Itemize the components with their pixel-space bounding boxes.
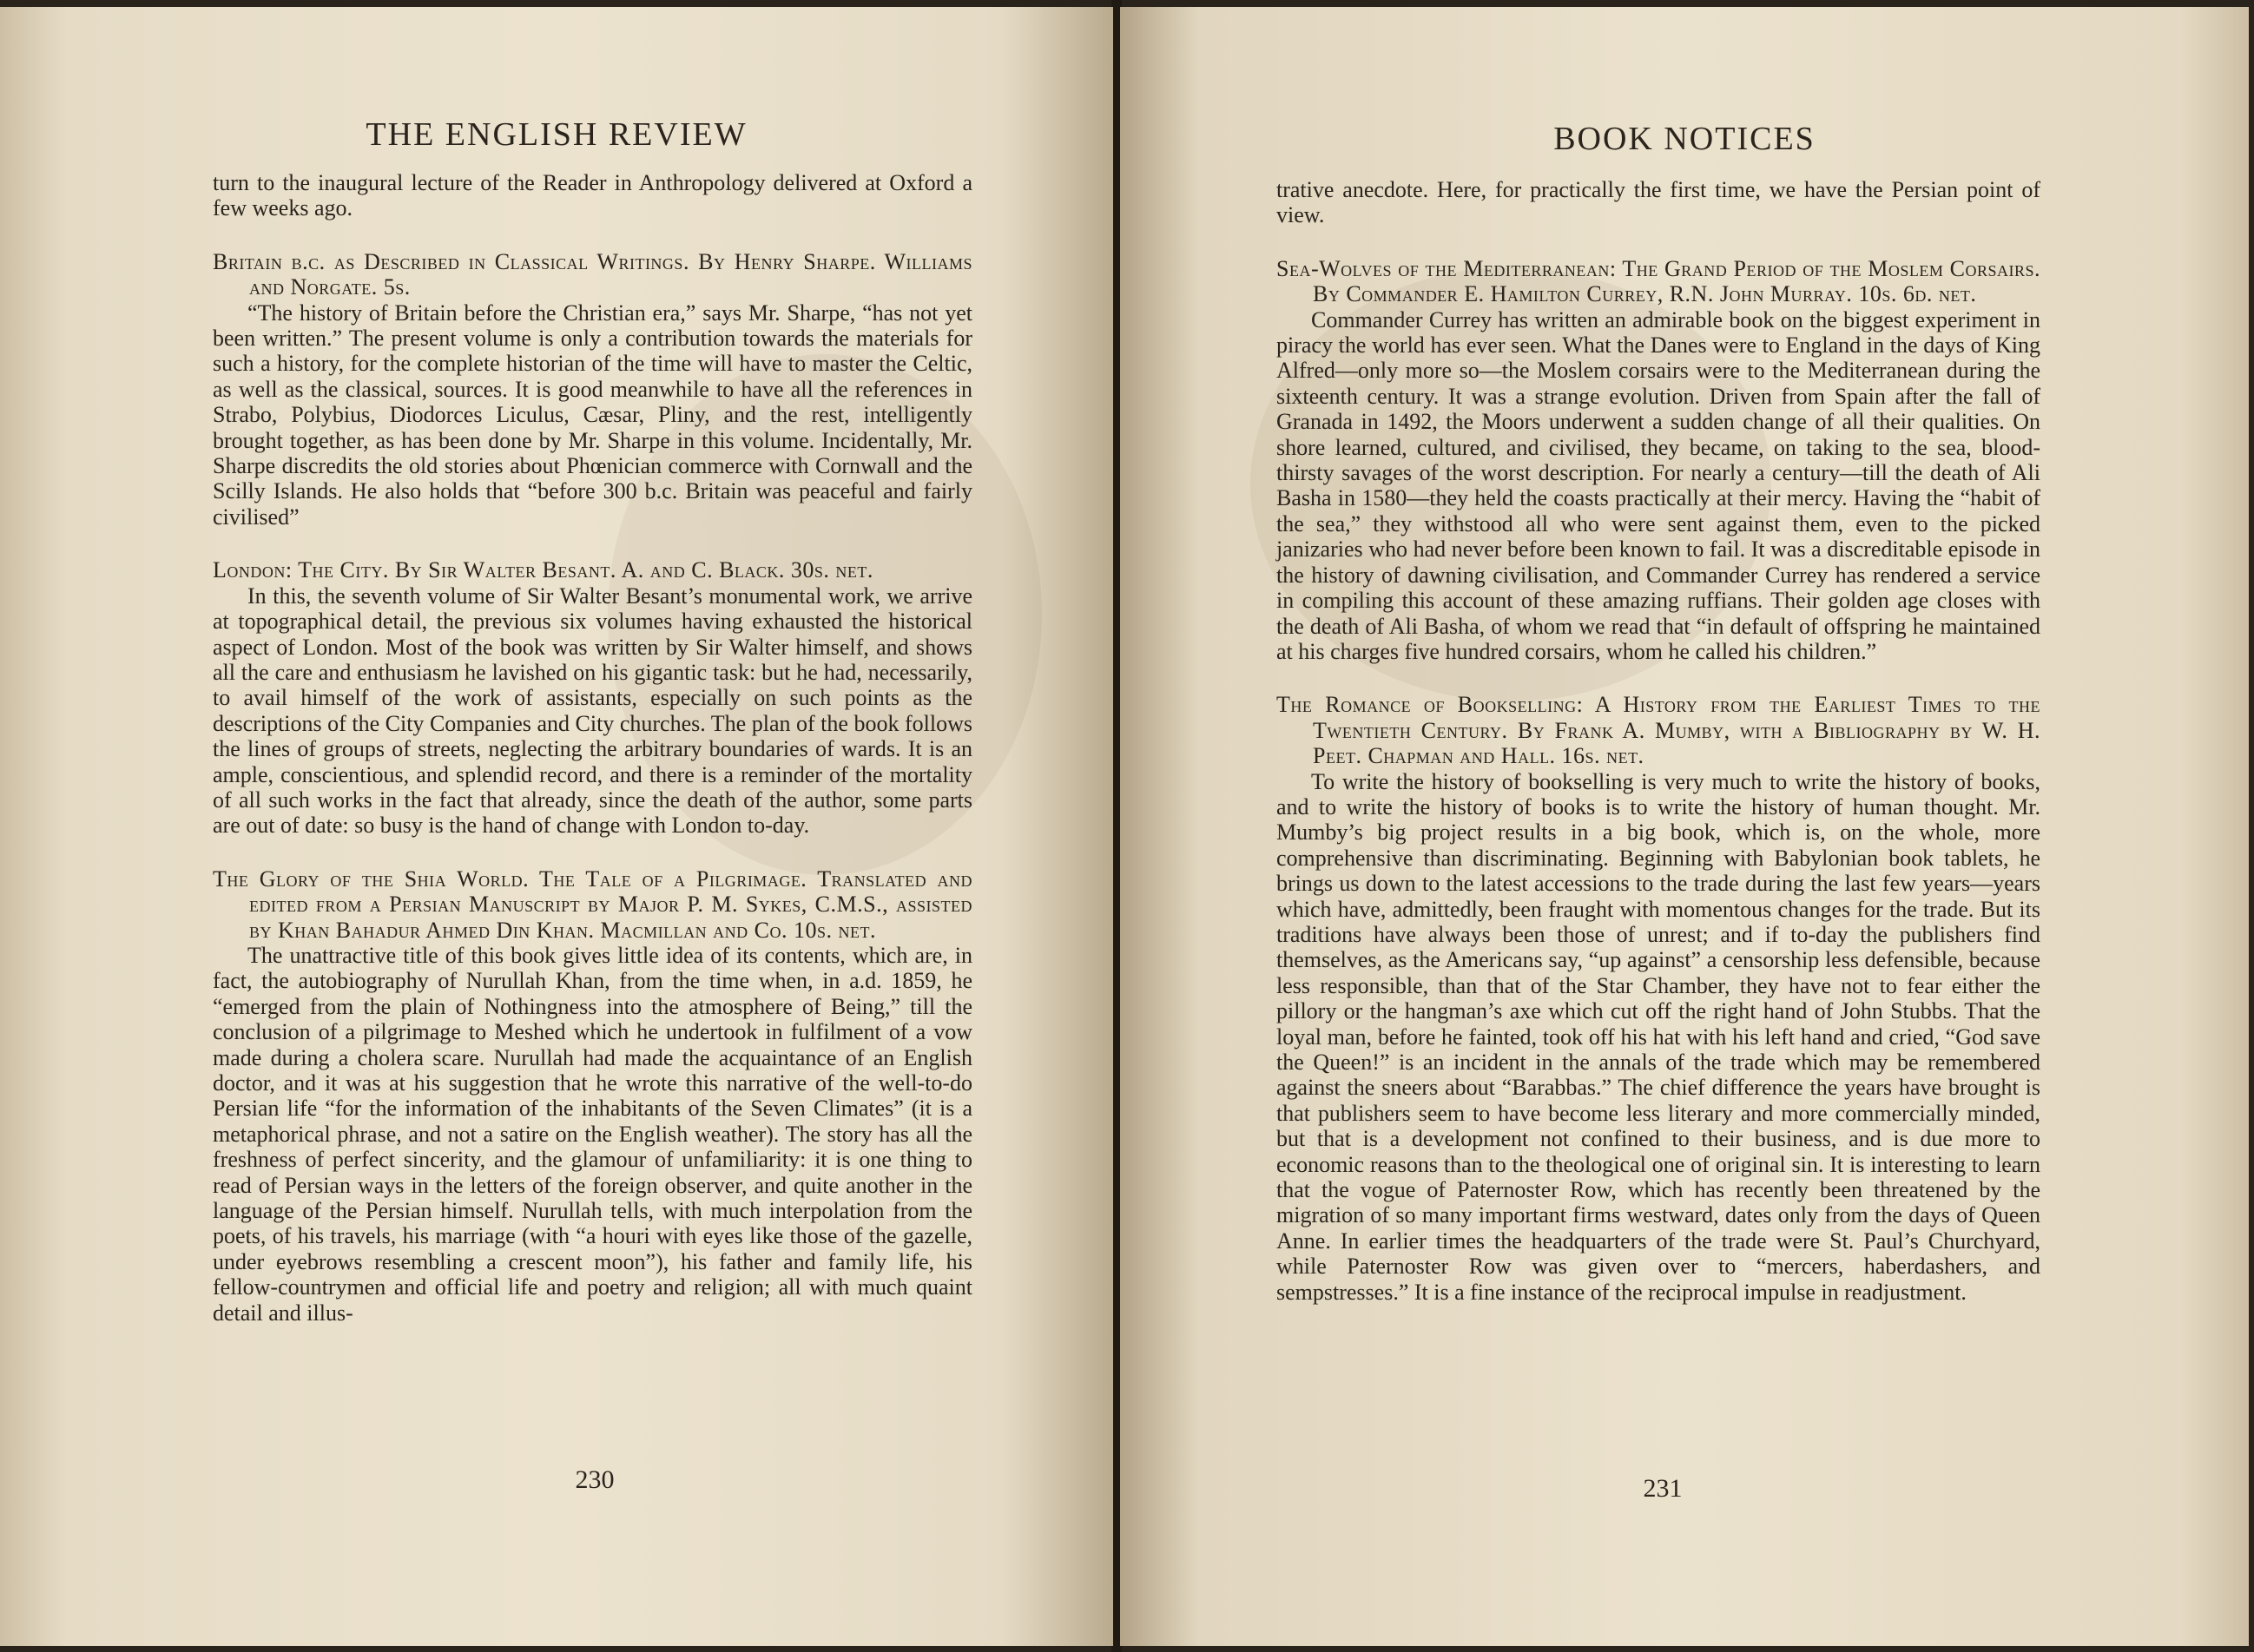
right-page bbox=[1120, 7, 2249, 1646]
entry-body: In this, the seventh volume of Sir Walter Besant’s monumental work, we arrive at topographical detail, the previous six volumes having exhausted the historical aspect of London. Most of the book was written by Sir Walter himself, and shows all the care and enthusiasm he lavished on his gigantic task: but he had, necessarily, to avail himself of the work of assistants, especially on such points as the descriptions of the City Companies and City churches. The plan of the book follows the lines of groups of streets, neglecting the arbitrary boundaries of wards. It is an ample, conscientious, and splendid record, and there is a reminder of the mortality of all such works in the fact that already, since the death of the author, some parts are out of date: so busy is the hand of change with London to-day. bbox=[213, 582, 972, 839]
entry-heading: London: The City. By Sir Walter Besant. A. and C. Black. 30s. net. bbox=[213, 557, 873, 583]
running-head: BOOK NOTICES bbox=[1553, 121, 1816, 157]
entry-body: Commander Currey has written an admirable book on the biggest experiment in piracy the world has ever seen. What the Danes were to England in the days of King Alfred—only more so—the Moslem corsairs were to the Mediterranean during the sixteenth century. It was a strange evolution. Driven from Spain after the fall of Granada in 1492, the Moors underwent a sudden change of all their qualities. On shore learned, cultured, and civilised, they became, on taking to the sea, blood-thirsty savages of the worst description. For nearly a century—till the death of Ali Basha in 1580—they held the coasts practically at their mercy. Having the “habit of the sea,” they withstood all who were sent against them, even to the picked janizaries who had never before been known to fail. It was a discreditable episode in the history of dawning civilisation, and Commander Currey has rendered a service in compiling this account of these amazing ruffians. Their golden age closes with the death of Ali Basha, of whom we read that “in default of offspring he maintained at his charges five hundred corsairs, whom he called his children.” bbox=[1276, 306, 2040, 664]
entry-heading: Sea-Wolves of the Mediterranean: The Grand Period of the Moslem Corsairs. By Commander E. Hamilton Currey, R.N. John Murray. 10s. 6d. net. bbox=[1276, 255, 2040, 307]
continued-paragraph: turn to the inaugural lecture of the Reader in Anthropology delivered at Oxford a few weeks ago. bbox=[213, 170, 972, 221]
running-head: THE ENGLISH REVIEW bbox=[366, 116, 748, 153]
left-page-text bbox=[213, 170, 972, 1326]
left-page bbox=[0, 7, 1113, 1646]
continued-paragraph: trative anecdote. Here, for practically the first time, we have the Persian point of view. bbox=[1276, 177, 2040, 228]
page-number: 231 bbox=[1643, 1474, 1683, 1503]
entry-heading: The Romance of Bookselling: A History from the Earliest Times to the Twentieth Century. By Frank A. Mumby, with a Bibliography by W. H. Peet. Chapman and Hall. 16s. net. bbox=[1276, 692, 2040, 769]
entry-body: To write the history of bookselling is very much to write the history of books, and to write the history of books is to write the history of human thought. Mr. Mumby’s big project results in a big book, which is, on the whole, more comprehensive than discriminating. Beginning with Babylonian book tablets, he brings us down to the latest accessions to the trade during the last few years—years which have, admittedly, been fraught with momentous changes for the trade. But its traditions have always been those of unrest; and if to-day the publishers find themselves, as the Americans say, “up against” a censorship less defensible, because less responsible, than that of the Star Chamber, they have not to fear either the pillory or the hangman’s axe which cut off the right hand of John Stubbs. That the loyal man, before he fainted, took off his hat with his left hand and cried, “God save the Queen!” is an incident in the annals of the trade which may be remembered against the sneers about “Barabbas.” The chief difference the years have brought is that publishers seem to have become less literary and more commercially minded, but that is a development not confined to their business, and is due more to economic reasons than to the theological one of original sin. It is interesting to learn that the vogue of Paternoster Row, which has recently been threatened by the migration of so many important firms westward, dates only from the days of Queen Anne. In earlier times the headquarters of the trade were St. Paul’s Churchyard, while Paternoster Row was given over to “mercers, haberdashers, and sempstresses.” It is a fine instance of the reciprocal impulse in readjustment. bbox=[1276, 768, 2040, 1305]
entry-body: “The history of Britain before the Christian era,” says Mr. Sharpe, “has not yet been written.” The present volume is only a contribution towards the materials for such a history, for the complete historian of the time will have to master the Celtic, as well as the classical, sources. It is good meanwhile to have all the references in Strabo, Polybius, Diodorces Liculus, Cæsar, Pliny, and the rest, intelligently brought together, as has been done by Mr. Sharpe in this volume. Incidentally, Mr. Sharpe discredits the old stories about Phœnician commerce with Cornwall and the Scilly Islands. He also holds that “before 300 b.c. Britain was peaceful and fairly civilised” bbox=[213, 299, 972, 530]
right-page-text bbox=[1276, 177, 2040, 1305]
entry-body: The unattractive title of this book gives little idea of its contents, which are, in fact, the autobiography of Nurullah Khan, from the time when, in a.d. 1859, he “emerged from the plain of Nothingness into the atmosphere of Being,” till the conclusion of a pilgrimage to Meshed which he undertook in fulfilment of a vow made during a cholera scare. Nurullah had made the acquaintance of an English doctor, and it was at his suggestion that he wrote this narrative of the well-to-do Persian life “for the information of the inhabitants of the Seven Climates” (it is a metaphorical phrase, and not a satire on the English weather). The story has all the freshness of perfect sincerity, and the glamour of unfamiliarity: it is one thing to read of Persian ways in the letters of the foreign observer, and quite another in the language of the Persian himself. Nurullah tells, with much interpolation from the poets, of his travels, his marriage (with “a houri with eyes like those of the gazelle, under eyebrows resembling a crescent moon”), his father and family life, his fellow-countrymen and official life and poetry and religion; all with much quaint detail and illus- bbox=[213, 942, 972, 1326]
entry-heading: The Glory of the Shia World. The Tale of a Pilgrimage. Translated and edited from a Persian Manuscript by Major P. M. Sykes, C.M.S., assisted by Khan Bahadur Ahmed Din Khan. Macmillan and Co. 10s. net. bbox=[213, 865, 972, 943]
page-number: 230 bbox=[575, 1465, 615, 1494]
entry-heading: Britain b.c. as Described in Classical Writings. By Henry Sharpe. Williams and Norgate. 5s. bbox=[213, 248, 972, 300]
